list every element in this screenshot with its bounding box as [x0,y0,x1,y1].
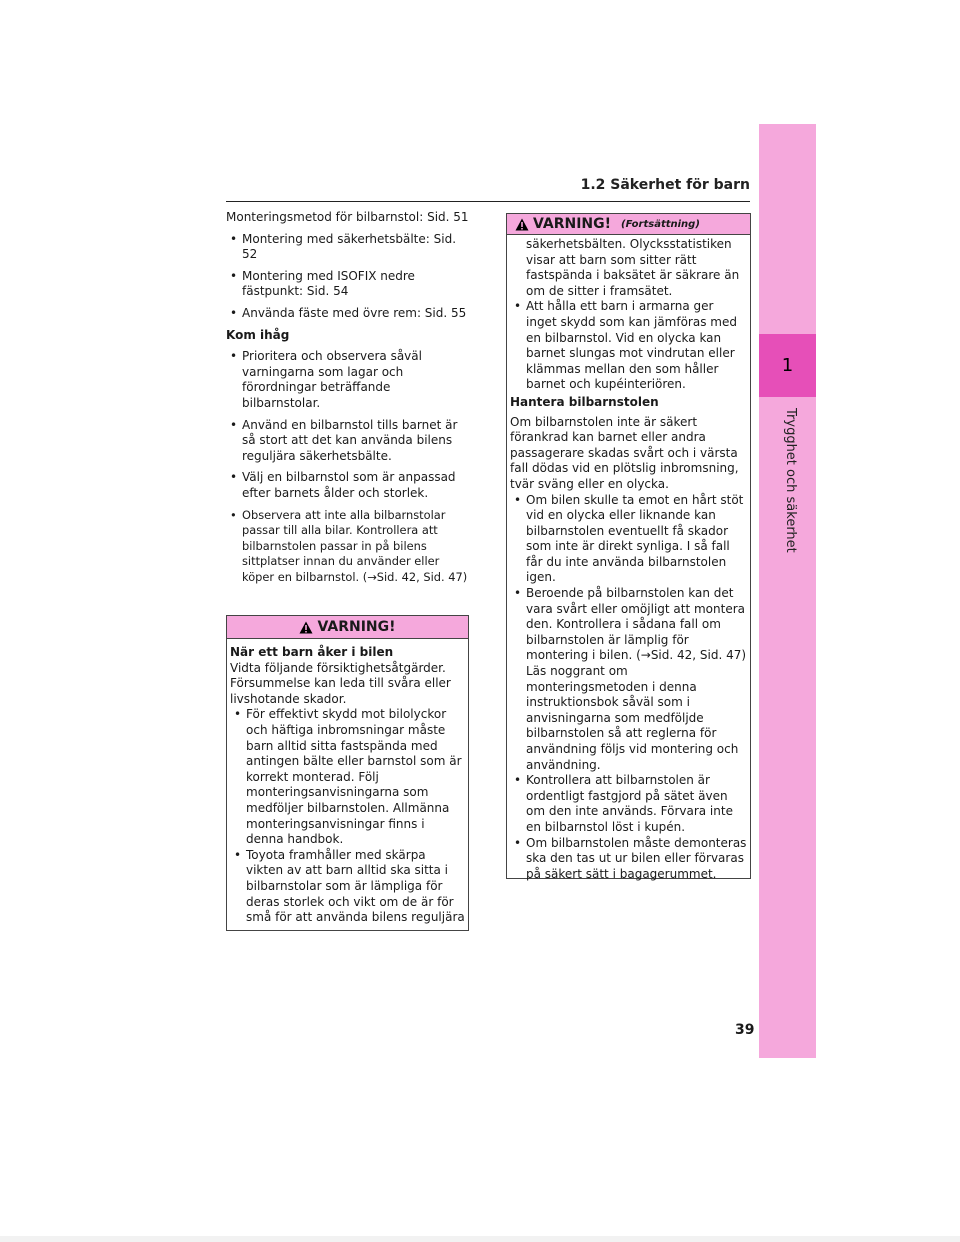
method-item: • Montering med ISOFIX nedre fästpunkt: Sid. 54 [226,269,470,300]
warning-item: • Om bilen skulle ta emot en hårt stöt vid en olycka eller liknande kan bilbarnstolen eventuellt få skador som inte är direkt synliga. I så fall får du inte använda bilbarnstolen igen. [510,493,747,587]
warning-paragraph: Vidta följande försiktighetsåtgärder. Försummelse kan leda till svåra eller livshotande skador. [230,660,451,706]
warning-paragraph: Om bilbarnstolen inte är säkert förankrad kan barnet eller andra passagerare skadas svårt och i värsta fall dödas vid en plötslig inbromsning, tvär sväng eller en olycka. [510,414,739,491]
continuation-label: (Fortsättning) [621,218,700,230]
page-header [226,177,750,202]
warning-label: VARNING! [533,216,612,232]
remember-item: • Observera att inte alla bilbarnstolar passar till alla bilar. Kontrollera att bilbarnstolen passar in på bilens sittplatser innan du använder eller köper en bilbarnstol. (→Sid. 42, Sid. 47) [226,508,470,586]
chapter-title: Trygghet och säkerhet [783,408,798,553]
chapter-side-tab [759,124,816,1058]
warning-subheading: Hantera bilbarnstolen [510,394,659,409]
warning-item: • Att hålla ett barn i armarna ger inget skydd som kan jämföras med en bilbarnstol. Vid en olycka kan barnet slungas mot vindrutan eller klämmas mellan den som håller barnet och kupéinteriören. [510,299,747,393]
warning-header [507,214,750,235]
warning-item: • För effektivt skydd mot bilolyckor och häftiga inbromsningar måste barn alltid sitta fastspända med antingen bälte eller barnstol som är korrekt monterad. Följ monteringsanvisningarna som medföljer bilbarnstolen. Allmänna monteringsanvisningar finns i denna handbok. [230,707,465,847]
remember-heading: Kom ihåg [226,327,290,342]
warning-item: • Beroende på bilbarnstolen kan det vara svårt eller omöjligt att montera den. Kontrollera i sådana fall om bilbarnstolen är lämplig för montering i bilen. (→Sid. 42, Sid. 47) Läs noggrant om monteringsmetoden i denna instruktionsbok såväl som i anvisningarna som medföljde bilbarnstolen så att reglerna för användning följs vid montering och användning. [510,586,747,773]
warning-body [507,235,750,882]
warning-label: VARNING! [317,619,396,635]
left-column [226,210,470,591]
remember-item: • Använd en bilbarnstol tills barnet är så stort att det kan använda bilens reguljära säkerhetsbälte. [226,418,470,465]
warning-body [227,639,468,926]
remember-item: • Välj en bilbarnstol som är anpassad efter barnets ålder och storlek. [226,470,470,501]
remember-item: • Prioritera och observera såväl varningarna som lagar och förordningar beträffande bilbarnstolar. [226,349,470,411]
warning-subheading: När ett barn åker i bilen [230,645,394,659]
warning-item: • Toyota framhåller med skärpa vikten av att barn alltid ska sitta i bilbarnstolar som är lämpliga för deras storlek och vikt om de är för små för att använda bilens reguljära [230,848,465,926]
method-item: • Använda fäste med övre rem: Sid. 55 [226,306,470,322]
warning-header [227,616,468,639]
mount-method-intro: Monteringsmetod för bilbarnstol: Sid. 51 [226,210,469,224]
chapter-number: 1 [759,334,816,397]
method-item: • Montering med säkerhetsbälte: Sid. 52 [226,232,470,263]
warning-continued-text: säkerhetsbälten. Olycksstatistiken visar att barn som sitter rätt fastspända i baksätet är säkrare än om de sitter i framsätet. [526,237,740,298]
warning-item: • Om bilbarnstolen måste demonteras ska den tas ut ur bilen eller förvaras på säkert sätt i bagagerummet. [510,836,747,883]
warning-triangle-icon [515,218,529,231]
warning-box-continued [506,213,751,879]
warning-triangle-icon [299,621,313,634]
warning-item: • Kontrollera att bilbarnstolen är ordentligt fastgjord på sätet även om den inte används. Förvara inte en bilbarnstol löst i kupén. [510,773,747,835]
warning-box [226,615,469,931]
footer-strip [0,1236,960,1242]
page-number: 39 [735,1022,755,1038]
section-title: 1.2 Säkerhet för barn [580,177,750,193]
